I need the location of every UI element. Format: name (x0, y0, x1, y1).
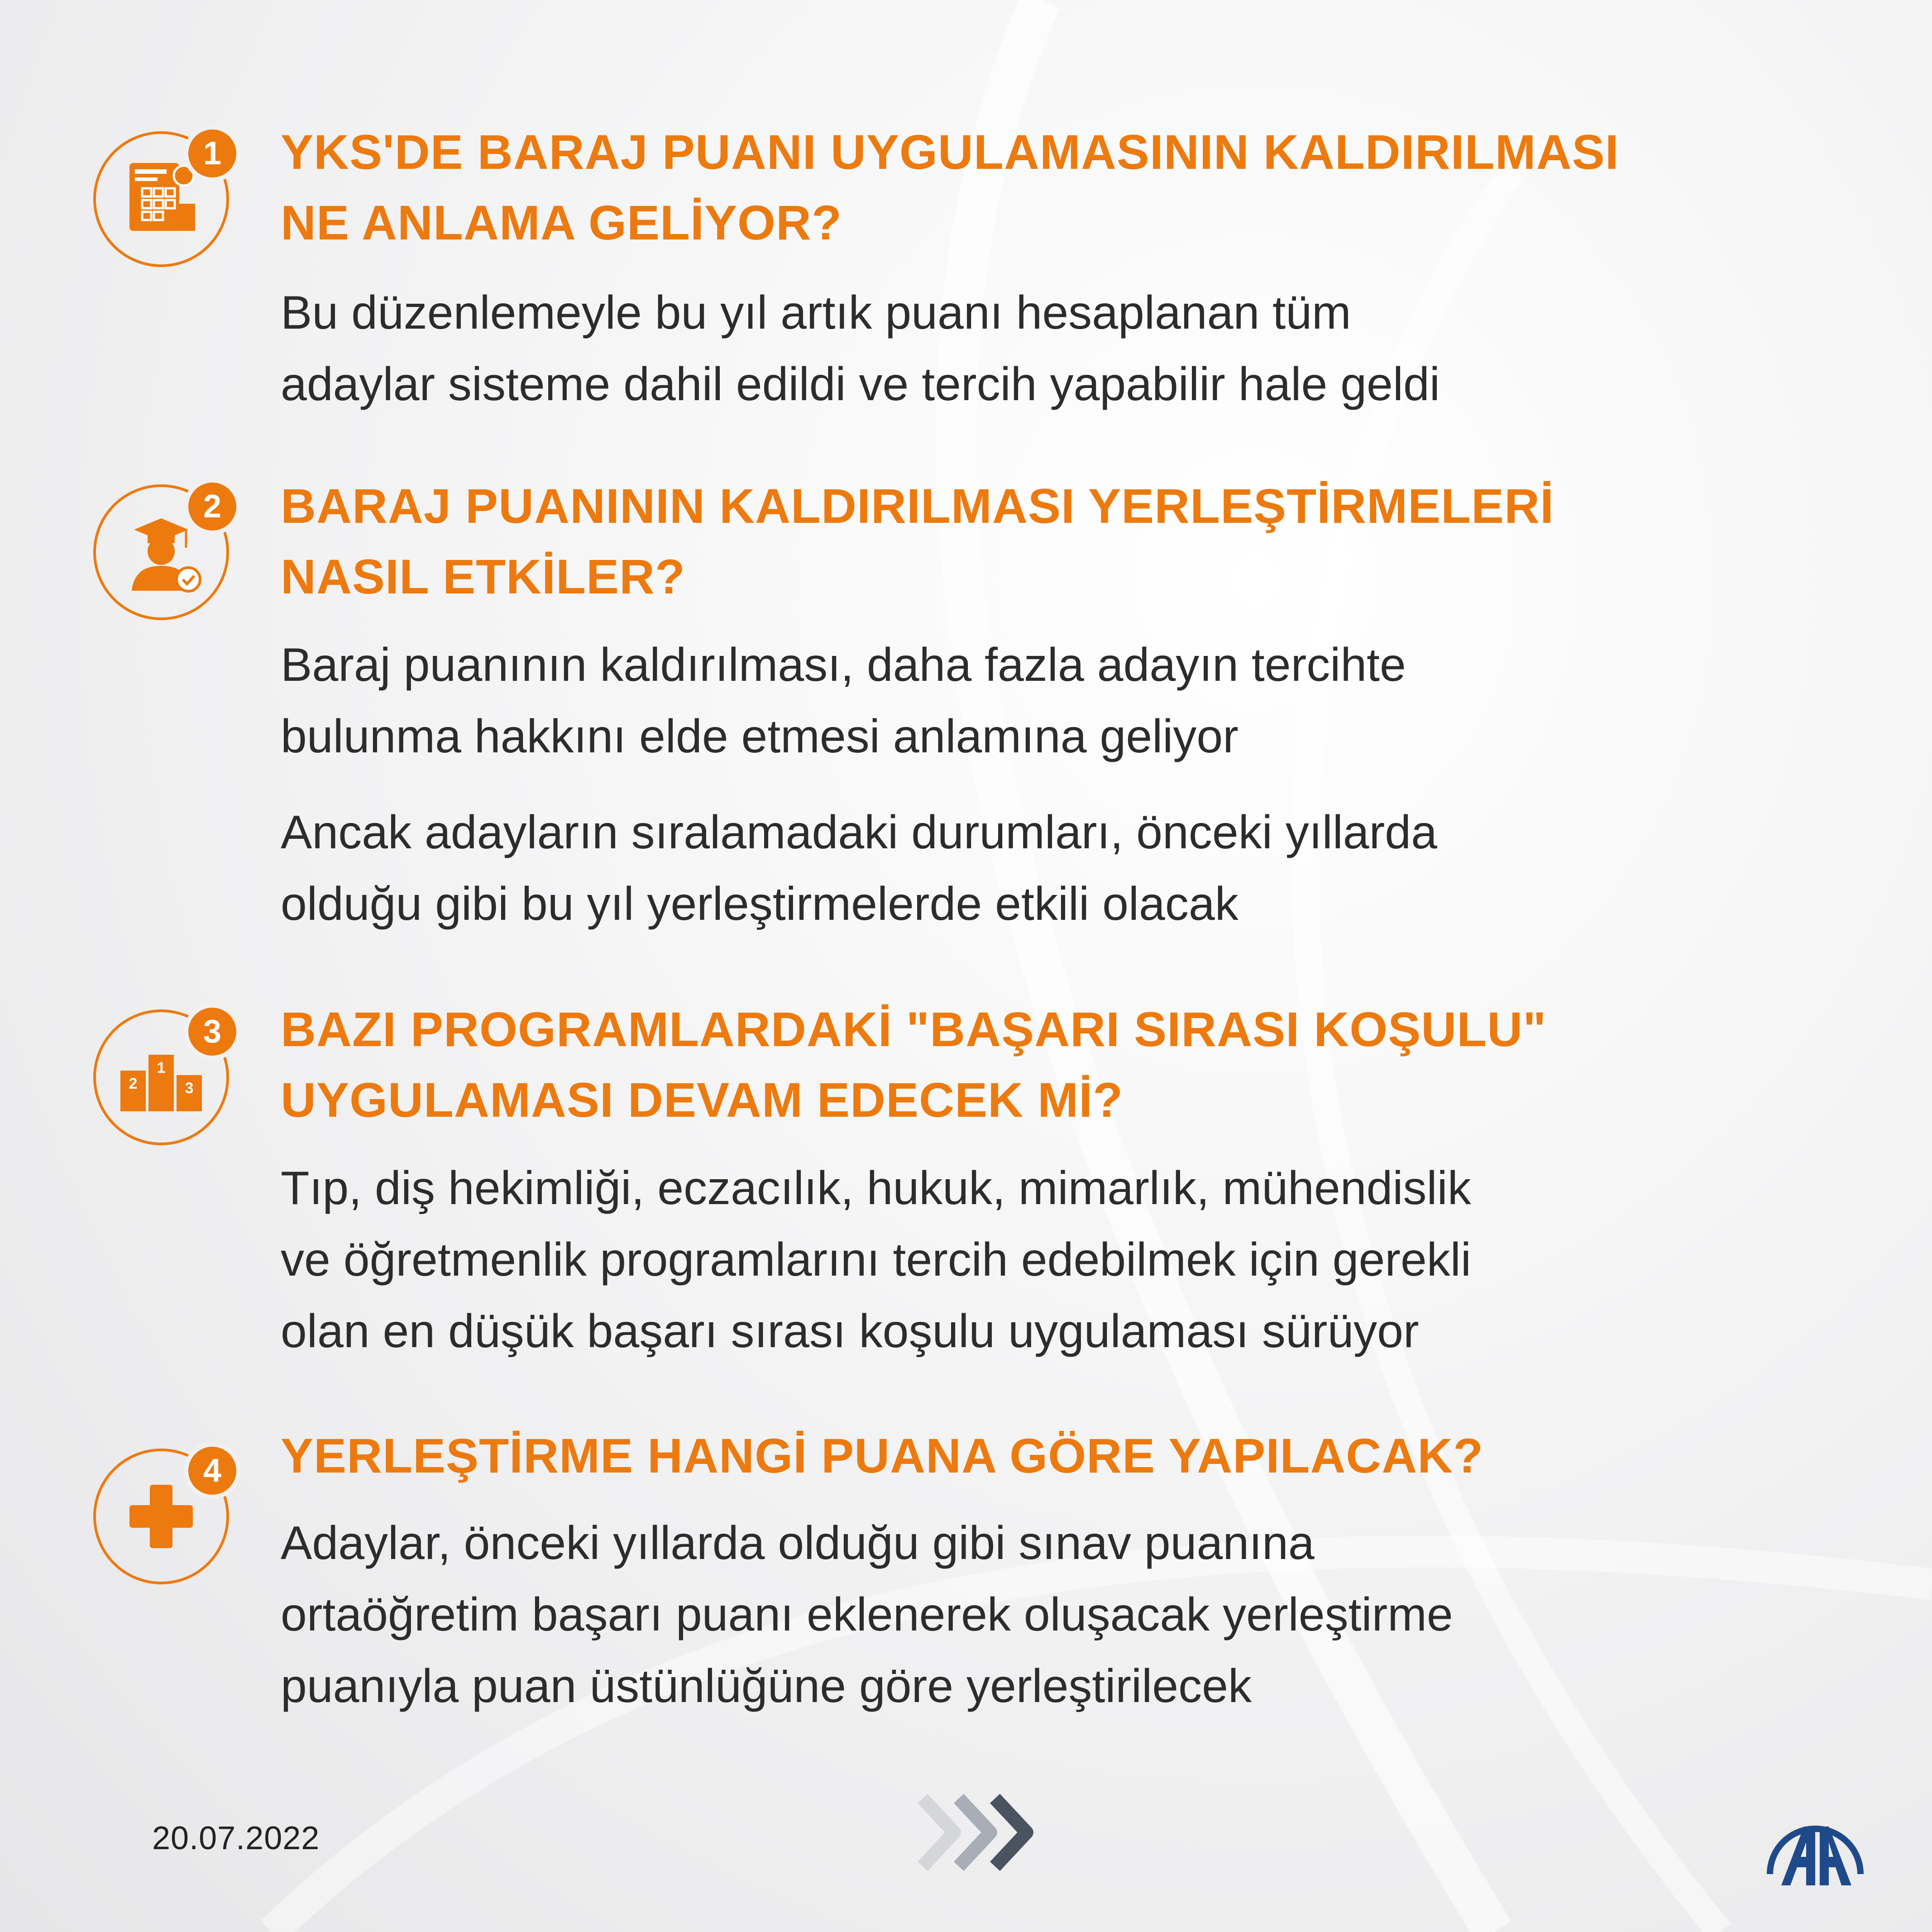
section-1-title-line: NE ANLAMA GELİYOR? (281, 195, 842, 250)
section-3-number-badge: 3 (184, 1003, 241, 1060)
section-3-body-line: Tıp, diş hekimliği, eczacılık, hukuk, mimarlık, mühendislik (281, 1162, 1471, 1215)
section-4-title-line: YERLEŞTİRME HANGİ PUANA GÖRE YAPILACAK? (281, 1428, 1484, 1483)
section-2-body (281, 629, 1774, 772)
podium-label-1: 1 (157, 1059, 166, 1076)
section-1-title (281, 117, 1774, 258)
section-4-number-badge: 4 (184, 1442, 241, 1499)
section-4-body (281, 1507, 1774, 1722)
chevrons-right-icon[interactable] (913, 1787, 1045, 1878)
section-1-icon-wrap (93, 131, 232, 270)
section-2-title-line: NASIL ETKİLER? (281, 549, 686, 604)
section-1-body-line: Bu düzenlemeyle bu yıl artık puanı hesaplanan tüm (281, 287, 1351, 339)
section-4-body-line: Adaylar, önceki yıllarda olduğu gibi sınav puanına (281, 1517, 1315, 1569)
section-2-body-line: olduğu gibi bu yıl yerleştirmelerde etkili olacak (281, 878, 1239, 930)
section-4-icon-wrap (93, 1449, 232, 1587)
section-4-body-line: puanıyla puan üstünlüğüne göre yerleştirilecek (281, 1660, 1252, 1712)
section-2-number-badge: 2 (184, 478, 241, 535)
section-3-body-line: ve öğretmenlik programlarını tercih edebilmek için gerekli (281, 1234, 1472, 1286)
section-1-body-line: adaylar sisteme dahil edildi ve tercih yapabilir hale geldi (281, 358, 1440, 411)
section-1-title-line: YKS'DE BARAJ PUANI UYGULAMASININ KALDIRILMASI (281, 124, 1619, 179)
section-3-body (281, 1153, 1774, 1367)
section-3-title-line: UYGULAMASI DEVAM EDECEK Mİ? (281, 1072, 1124, 1127)
section-2-icon-wrap (93, 484, 232, 623)
podium-label-2: 2 (129, 1075, 138, 1092)
section-2-title-line: BARAJ PUANININ KALDIRILMASI YERLEŞTİRMELERİ (281, 478, 1554, 533)
section-2-title (281, 471, 1774, 612)
podium-label-3: 3 (185, 1080, 194, 1097)
section-4-title (281, 1420, 1774, 1491)
section-1-number-badge: 1 (184, 125, 241, 182)
section-2-body-line: Baraj puanının kaldırılması, daha fazla adayın tercihte (281, 639, 1406, 691)
section-2-body-2 (281, 797, 1774, 940)
section-4-body-line: ortaöğretim başarı puanı eklenerek oluşacak yerleştirme (281, 1588, 1453, 1641)
plus-icon (123, 1478, 200, 1555)
section-2-body-line: bulunma hakkını elde etmesi anlamına geliyor (281, 710, 1239, 763)
aa-logo-icon (1761, 1806, 1870, 1897)
section-3-title (281, 994, 1774, 1135)
section-3-body-line: olan en düşük başarı sırası koşulu uygulaması sürüyor (281, 1305, 1419, 1358)
section-3-title-line: BAZI PROGRAMLARDAKİ "BAŞARI SIRASI KOŞULU" (281, 1002, 1547, 1057)
section-3-icon-wrap (93, 1009, 232, 1148)
section-1-body (281, 277, 1774, 420)
section-2-body-line: Ancak adayların sıralamadaki durumları, önceki yıllarda (281, 806, 1437, 859)
date-label: 20.07.2022 (152, 1820, 320, 1856)
